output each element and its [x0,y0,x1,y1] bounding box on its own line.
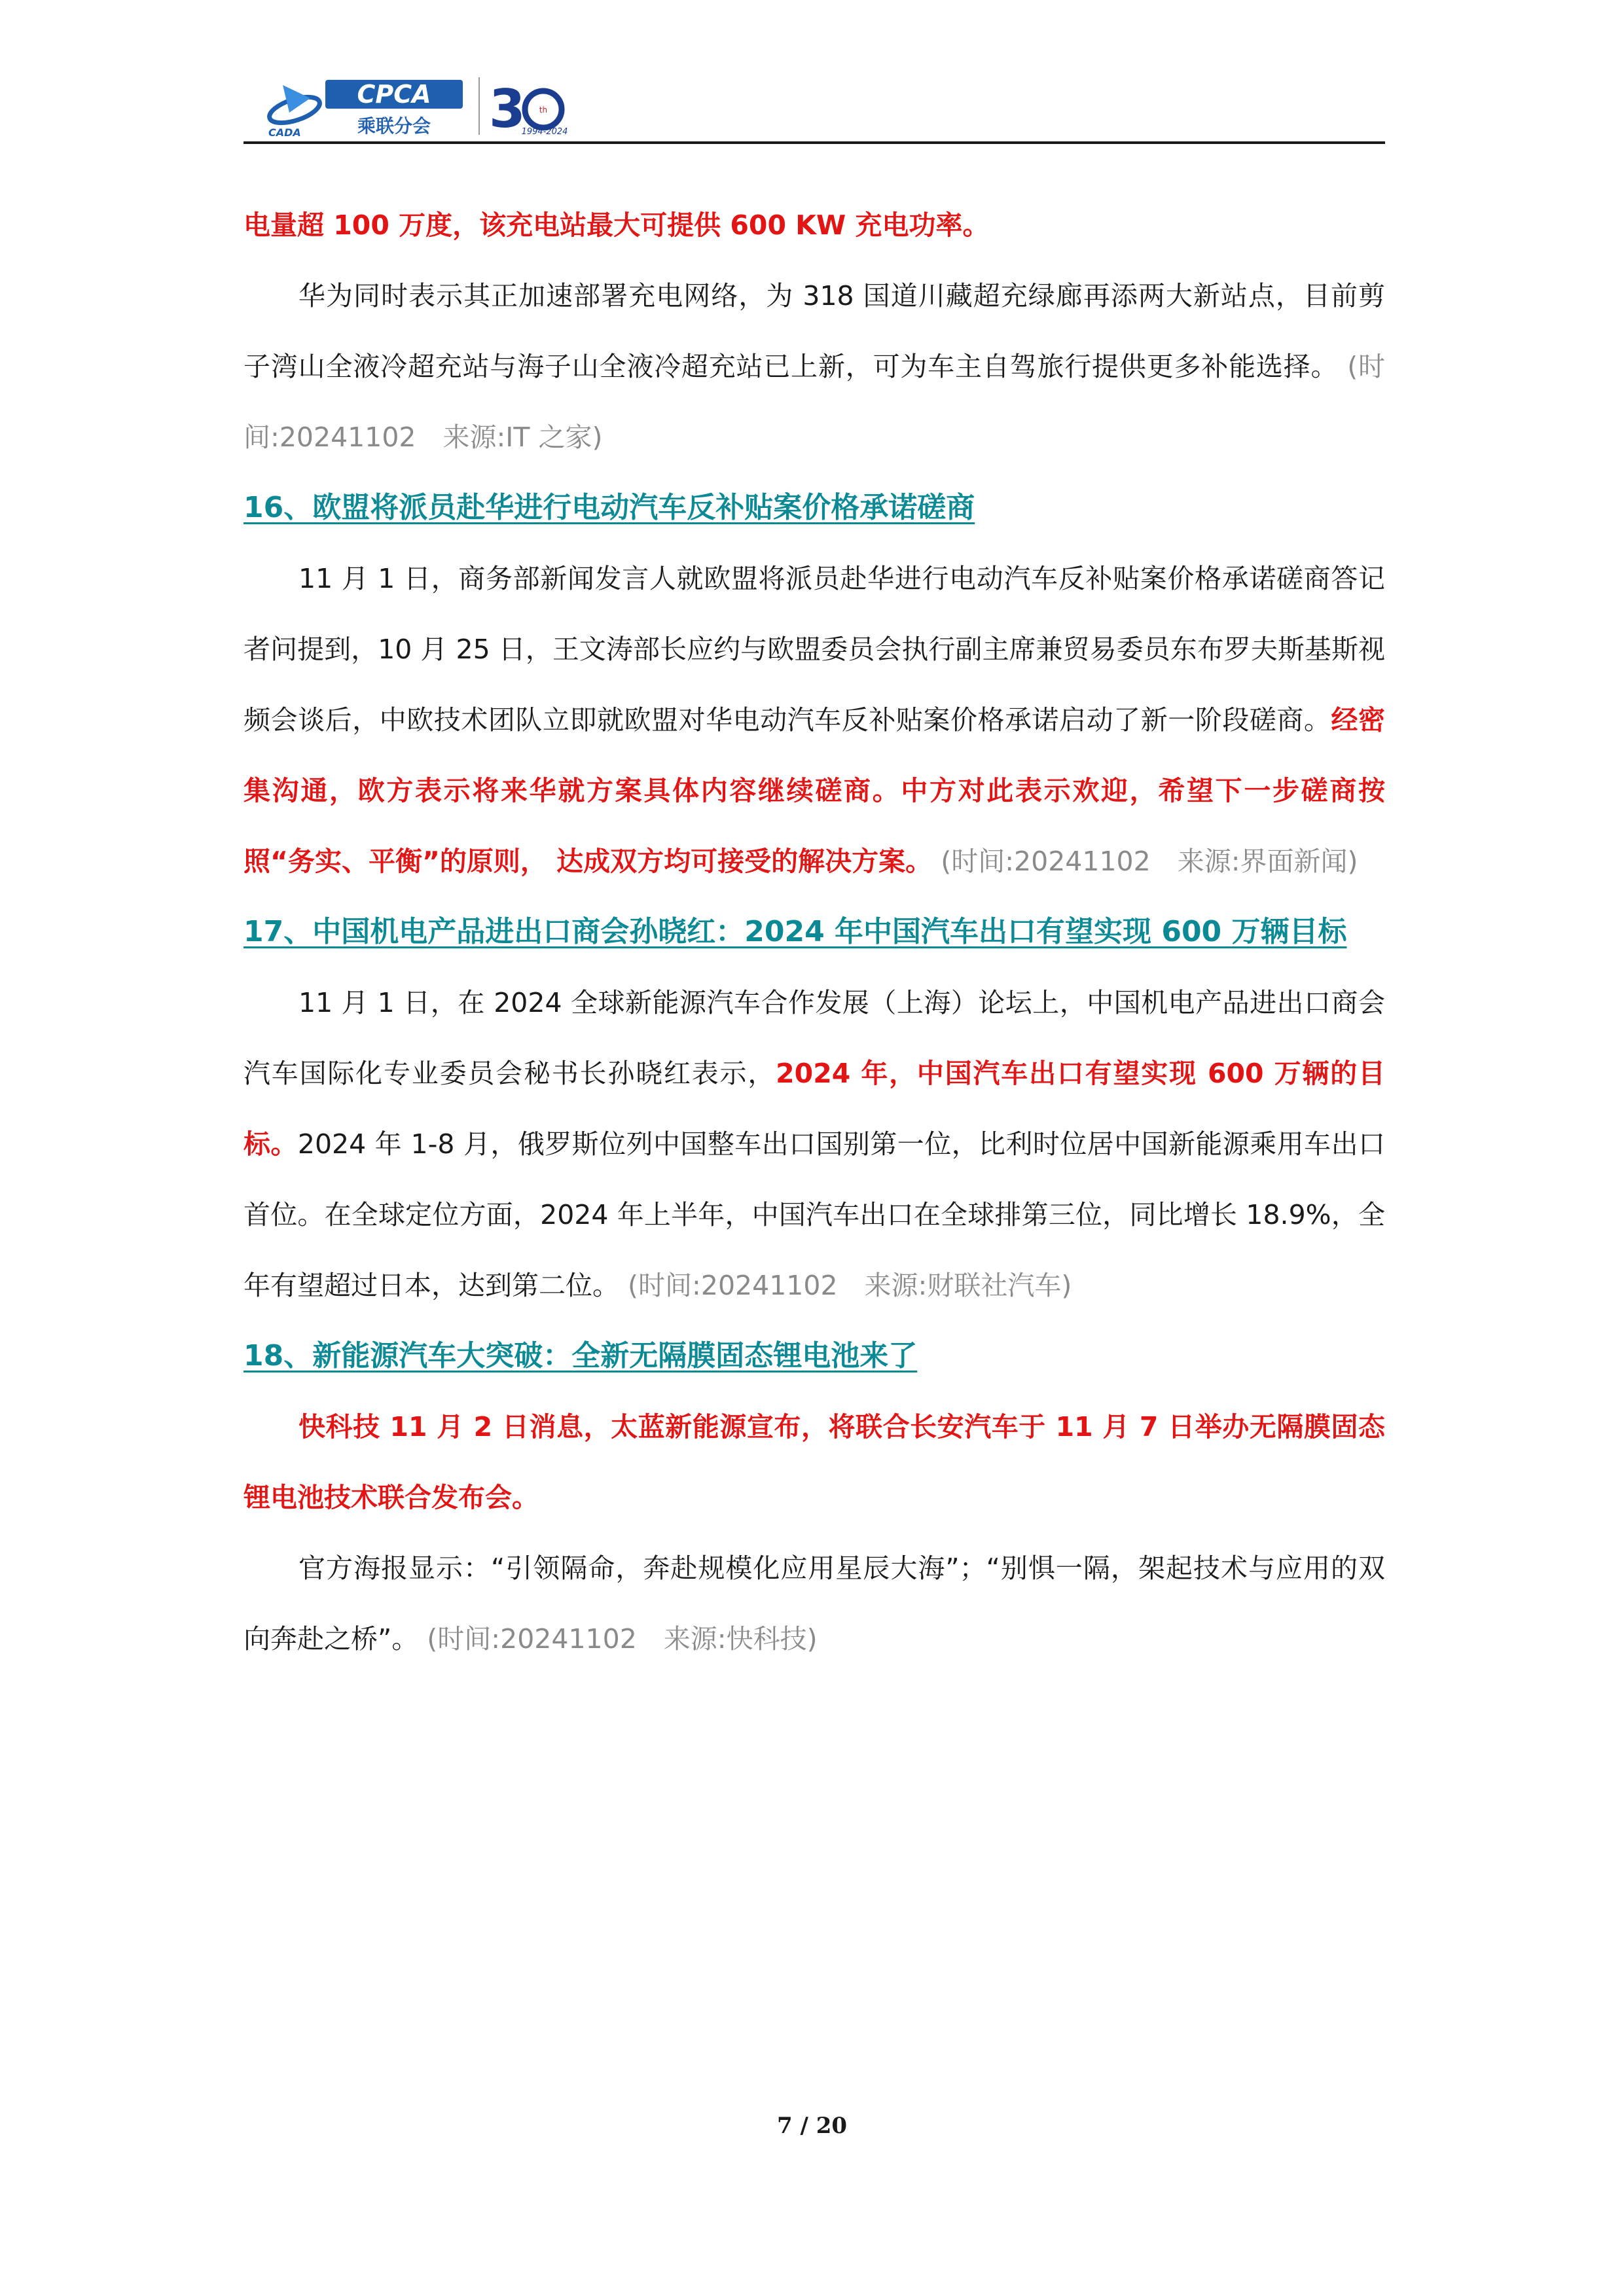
svg-text:CPCA: CPCA [357,80,431,109]
body-text: 华为同时表示其正加速部署充电网络，为 318 国道川藏超充绿廊再添两大新站点，目前剪子湾山全液冷超充站与海子山全液冷超充站已上新，可为车主自驾旅行提供更多补能选择。 [244,280,1385,382]
section-heading-16 [244,473,1385,543]
highlight-text: 2024 年，中国汽车出口有望实现 600 万辆的目标。 [244,1058,1385,1160]
paragraph-export [244,967,1385,1321]
paragraph-continued [244,190,1385,260]
source-citation: (时间:20241102 来源:界面新闻) [941,846,1358,877]
body-text: 官方海报显示：“引领隔命，奔赴规模化应用星辰大海”；“别惧一隔，架起技术与应用的双向奔赴之桥”。 [244,1552,1385,1655]
svg-text:CADA: CADA [268,126,301,137]
body-text: 11 月 1 日，商务部新闻发言人就欧盟将派员赴华进行电动汽车反补贴案价格承诺磋商答记者问提到，10 月 25 日，王文涛部长应约与欧盟委员会执行副主席兼贸易委员东布罗夫斯基斯视频会谈后，中欧技术团队立即就欧盟对华电动汽车反补贴案价格承诺启动了新一阶段磋商。 [244,563,1385,736]
body-text: 11 月 1 日，在 2024 全球新能源汽车合作发展（上海）论坛上，中国机电产品进出口商会汽车国际化专业委员会秘书长孙晓红表示， [244,987,1385,1089]
svg-text:th: th [539,105,548,115]
page-number: 7 / 20 [776,2113,848,2139]
section-heading-17 [244,897,1385,967]
page-header [244,65,1385,143]
highlight-text: 经密集沟通，欧方表示将来华就方案具体内容继续磋商。中方对此表示欢迎，希望下一步磋商按照“务实、平衡”的原则， 达成双方均可接受的解决方案。 [244,704,1386,877]
paragraph-poster [244,1533,1385,1674]
source-citation: (时间:20241102 来源:财联社汽车) [628,1270,1072,1301]
heading-text: 17、中国机电产品进出口商会孙晓红：2024 年中国汽车出口有望实现 600 万辆目标 [244,915,1347,948]
paragraph-battery [244,1391,1385,1533]
heading-text: 18、新能源汽车大突破：全新无隔膜固态锂电池来了 [244,1339,918,1372]
article-body [244,190,1385,1674]
source-citation: (时间:20241102 来源:快科技) [427,1623,818,1655]
section-heading-18 [244,1321,1385,1391]
body-text: 2024 年 1-8 月，俄罗斯位列中国整车出口国别第一位，比利时位居中国新能源乘用车出口首位。在全球定位方面，2024 年上半年，中国汽车出口在全球排第三位，同比增长 18.9%，全年有望超过日本，达到第二位。 [244,1128,1386,1301]
svg-text:乘联分会: 乘联分会 [357,115,431,137]
paragraph-eu [244,543,1385,897]
cpca-logo [263,72,656,137]
source-citation: (时间:20241102 来源:IT 之家) [244,351,1385,453]
svg-text:1994-2024: 1994-2024 [521,127,568,137]
svg-text:3: 3 [489,79,526,137]
highlight-text: 快科技 11 月 2 日消息，太蓝新能源宣布，将联合长安汽车于 11 月 7 日举办无隔膜固态锂电池技术联合发布会。 [244,1411,1385,1513]
highlight-text: 电量超 100 万度，该充电站最大可提供 600 KW 充电功率。 [244,209,990,241]
paragraph-huawei [244,260,1385,473]
heading-text: 16、欧盟将派员赴华进行电动汽车反补贴案价格承诺磋商 [244,491,975,524]
cpca-logo-graphic [263,72,656,137]
header-divider [244,141,1385,144]
